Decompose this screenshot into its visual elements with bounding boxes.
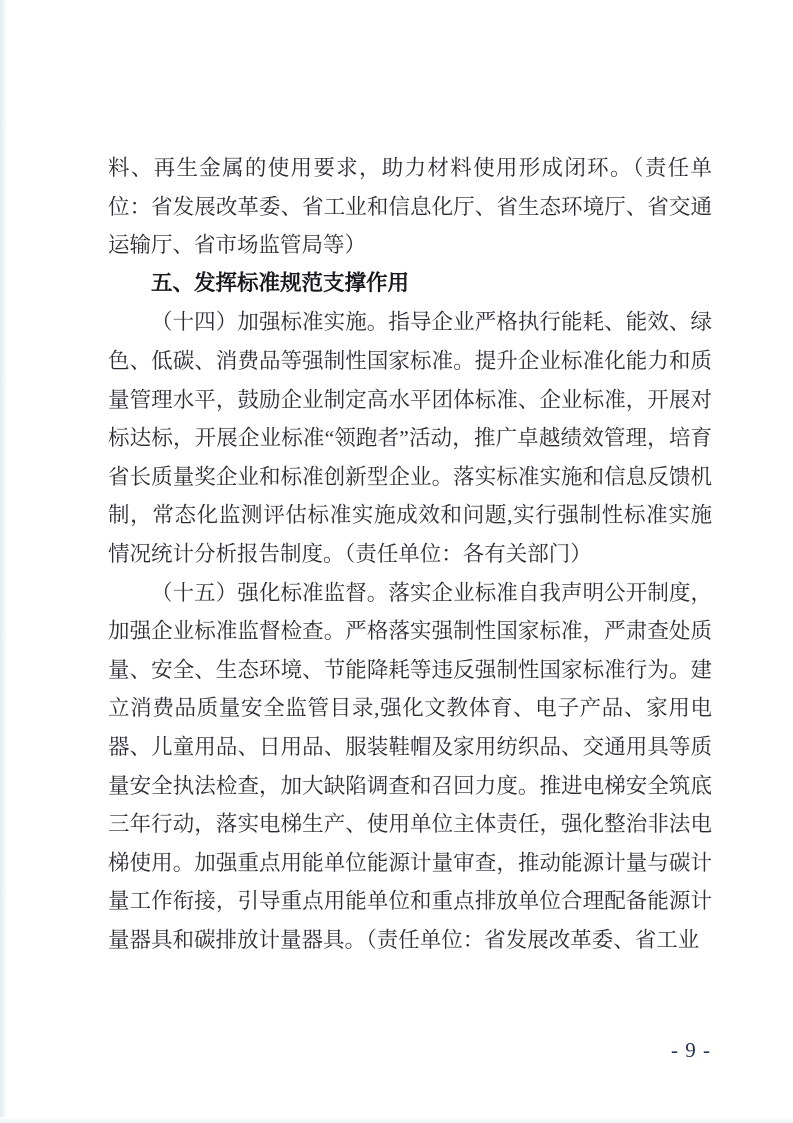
scan-edge-left-artifact: [0, 0, 7, 1123]
page-number: - 9 -: [671, 1038, 711, 1062]
document-body: [108, 149, 712, 959]
paragraph-item-15: （十五）强化标准监督。落实企业标准自我声明公开制度，加强企业标准监督检查。严格落实强制性国家标准，严肃查处质量、安全、生态环境、节能降耗等违反强制性国家标准行为。建立消费品质量安全监管目录,强化文教体育、电子产品、家用电器、儿童用品、日用品、服装鞋帽及家用纺织品、交通用具等质量安全执法检查，加大缺陷调查和召回力度。推进电梯安全筑底三年行动，落实电梯生产、使用单位主体责任，强化整治非法电梯使用。加强重点用能单位能源计量审查，推动能源计量与碳计量工作衔接，引导重点用能单位和重点排放单位合理配备能源计量器具和碳排放计量器具。（责任单位：省发展改革委、省工业: [108, 580, 712, 952]
scan-edge-bottom-artifact: [0, 1117, 793, 1123]
section-heading-5: 五、发挥标准规范支撑作用: [151, 270, 410, 296]
paragraph-continuation-materials: 料、再生金属的使用要求，助力材料使用形成闭环。（责任单位：省发展改革委、省工业和信息化厅、省生态环境厅、省交通运输厅、省市场监管局等）: [108, 156, 712, 258]
paragraph-item-14: （十四）加强标准实施。指导企业严格执行能耗、能效、绿色、低碳、消费品等强制性国家标准。提升企业标准化能力和质量管理水平，鼓励企业制定高水平团体标准、企业标准，开展对标达标，开展企业标准“领跑者”活动，推广卓越绩效管理，培育省长质量奖企业和标准创新型企业。落实标准实施和信息反馈机制，常态化监测评估标准实施成效和问题,实行强制性标准实施情况统计分析报告制度。（责任单位：各有关部门）: [108, 310, 712, 566]
